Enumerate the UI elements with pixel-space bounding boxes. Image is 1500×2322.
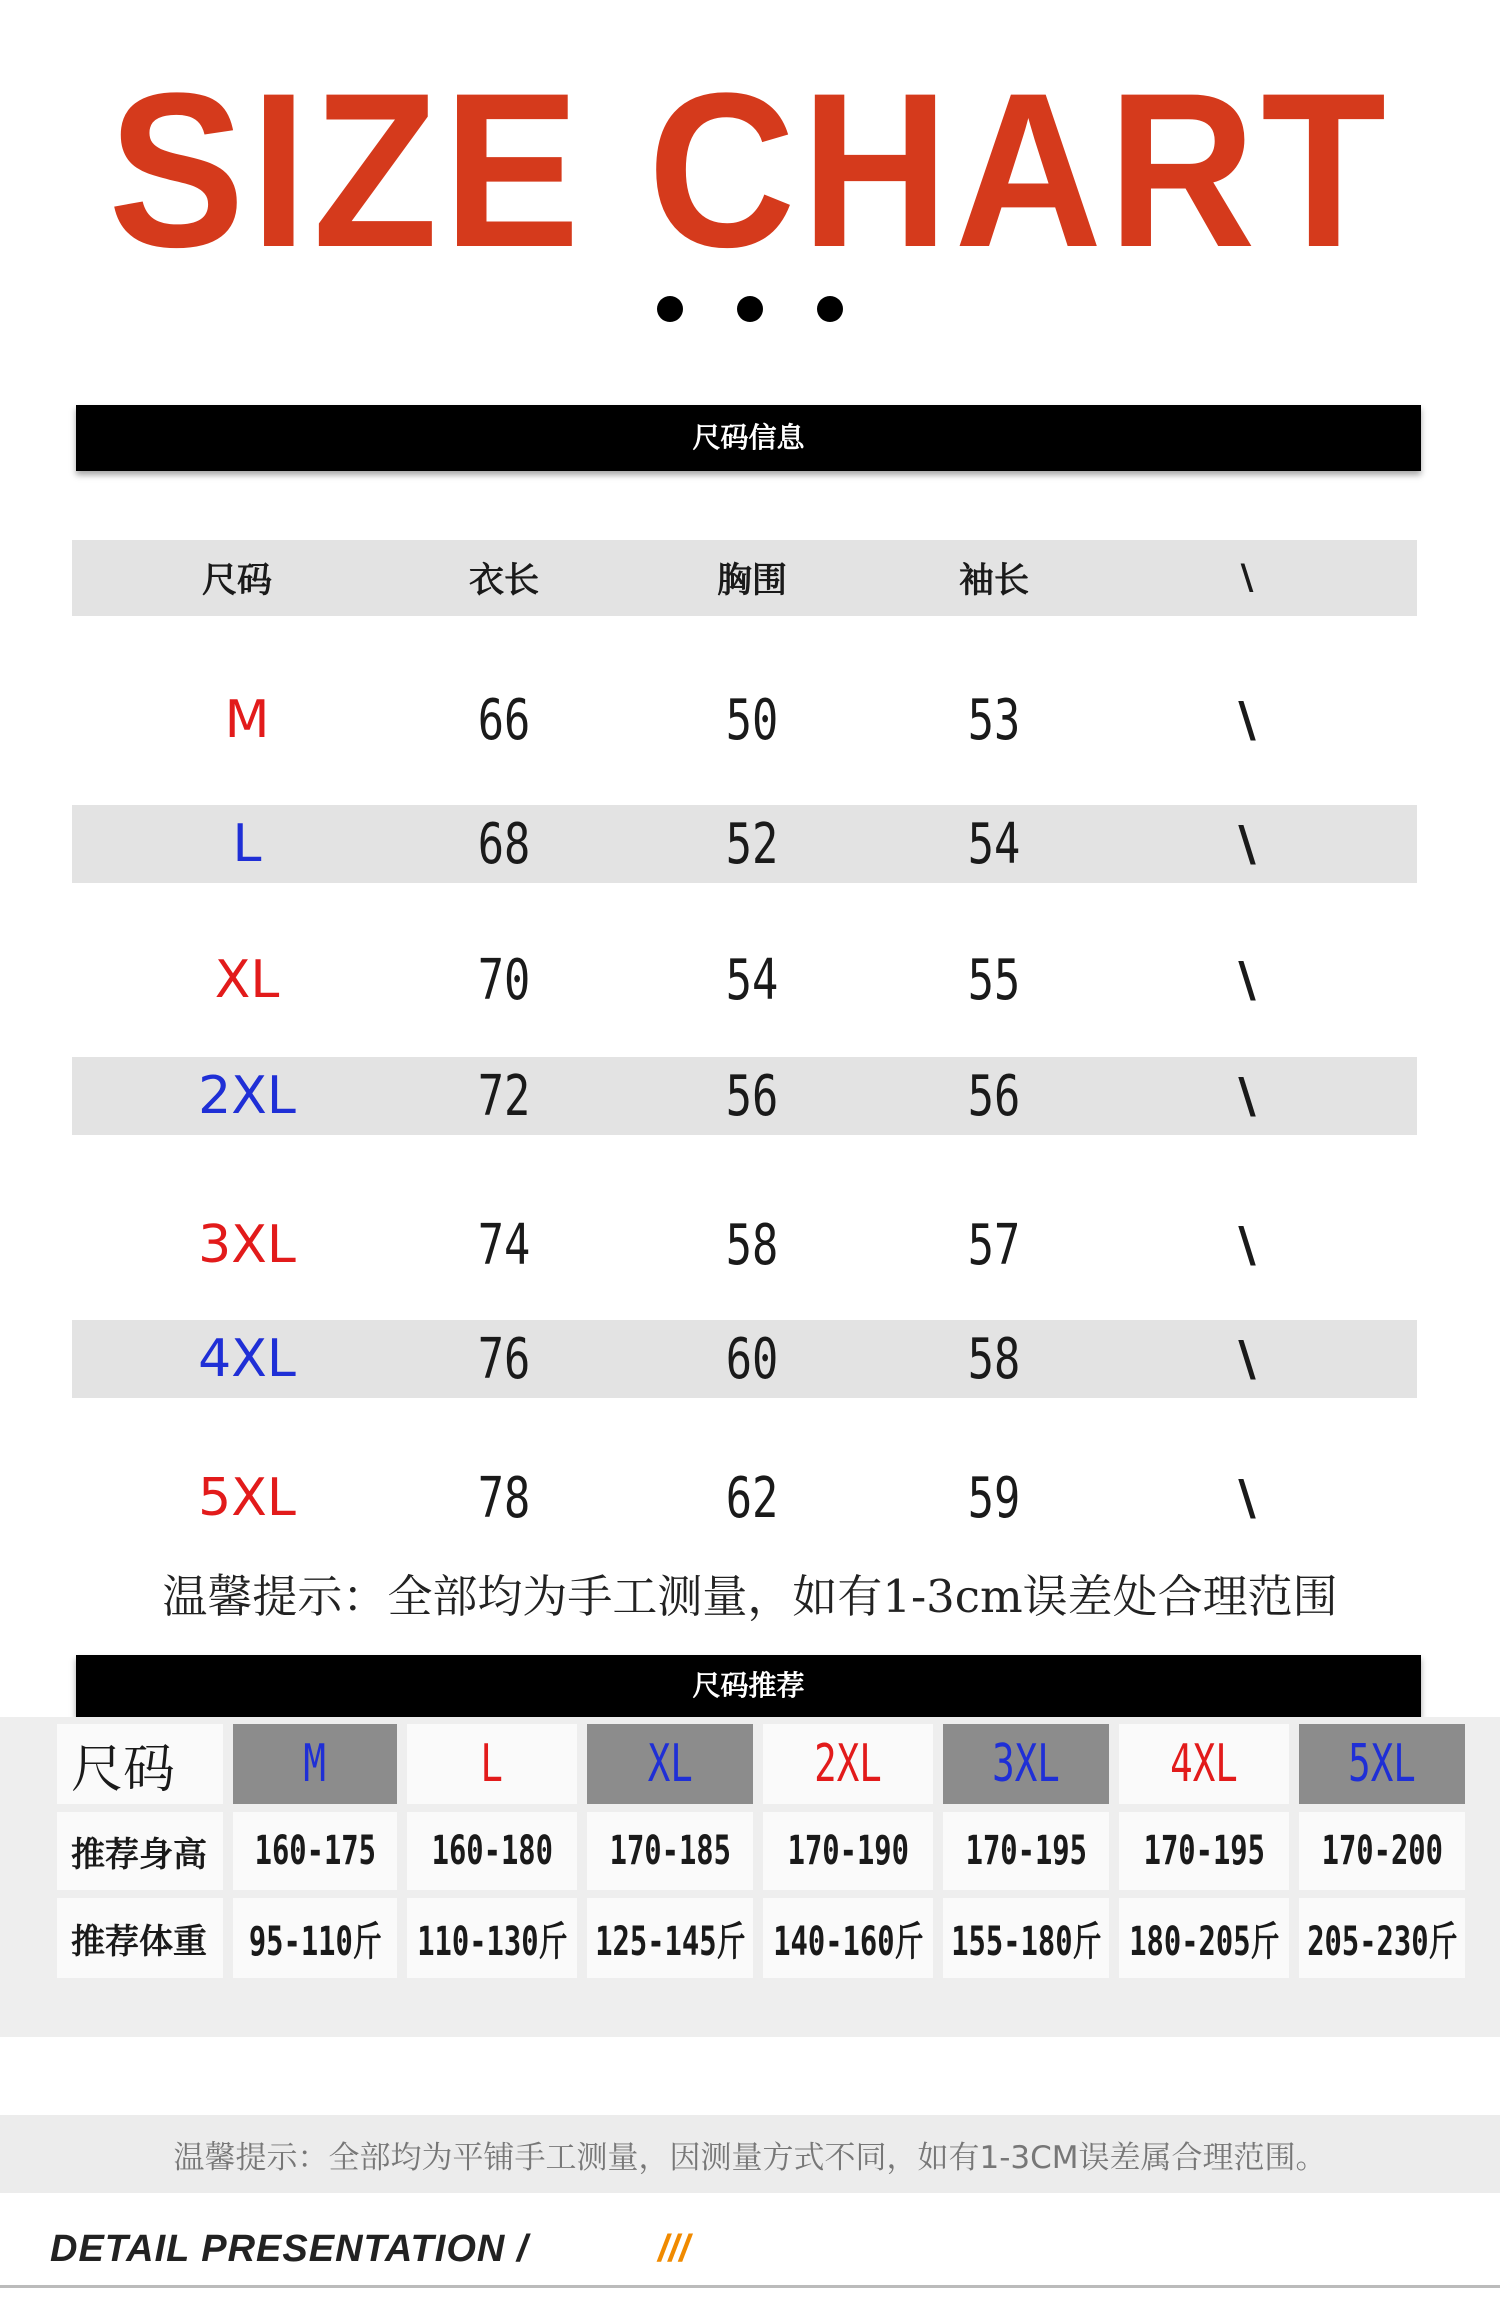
chest-value: 50 [725, 687, 779, 753]
extra-value: \ [1238, 1217, 1256, 1273]
flat-measure-note: 温馨提示：全部均为平铺手工测量，因测量方式不同，如有1-3CM误差属合理范围。 [173, 2140, 1327, 2176]
size-label: 5XL [198, 1468, 296, 1528]
recommend-weight [943, 1898, 1109, 1978]
sleeve-value: 53 [967, 687, 1021, 753]
sleeve-value: 55 [967, 947, 1021, 1013]
sleeve-value: 56 [967, 1063, 1021, 1129]
table-row [72, 1057, 1417, 1135]
chest-value: 60 [725, 1326, 779, 1392]
size-label: M [224, 690, 270, 750]
decorative-dots [0, 296, 1500, 322]
recommend-weight-text: 155-180斤 [950, 1918, 1102, 1965]
recommend-size-header-text: 2XL [814, 1734, 882, 1794]
length-value: 70 [477, 947, 531, 1013]
header-size: 尺码 [201, 561, 273, 601]
recommend-weight [1299, 1898, 1465, 1978]
recommend-weight-text: 125-145斤 [594, 1918, 746, 1965]
recommend-height [1299, 1812, 1465, 1890]
header-length: 衣长 [468, 561, 540, 601]
size-table-header [72, 540, 1417, 616]
header-extra: \ [1240, 558, 1254, 598]
recommend-height [587, 1812, 753, 1890]
recommend-size-header [1119, 1724, 1289, 1804]
detail-presentation-heading: DETAIL PRESENTATION / [50, 2228, 529, 2270]
recommend-height-text: 170-190 [787, 1828, 909, 1874]
chest-value: 56 [725, 1063, 779, 1129]
recommend-size-header-text: L [480, 1734, 504, 1794]
length-value: 66 [477, 687, 531, 753]
recommend-height [763, 1812, 933, 1890]
extra-value: \ [1238, 1331, 1256, 1387]
recommend-size-header [1299, 1724, 1465, 1804]
length-value: 76 [477, 1326, 531, 1392]
recommend-height [943, 1812, 1109, 1890]
recommend-height-text: 170-195 [1143, 1828, 1265, 1874]
extra-value: \ [1238, 1470, 1256, 1526]
chest-value: 52 [725, 811, 779, 877]
table-row [72, 1190, 1417, 1300]
size-label: 3XL [198, 1215, 296, 1275]
dot [737, 296, 763, 322]
recommend-height-text: 170-200 [1321, 1828, 1443, 1874]
recommend-weight [407, 1898, 577, 1978]
recommend-height-text: 170-195 [965, 1828, 1087, 1874]
extra-value: \ [1238, 1068, 1256, 1124]
chest-value: 54 [725, 947, 779, 1013]
recommend-size-header-text: M [303, 1734, 327, 1794]
chest-value: 58 [725, 1212, 779, 1278]
recommend-height [407, 1812, 577, 1890]
recommend-weight [587, 1898, 753, 1978]
page-title: SIZE CHART [108, 47, 1392, 293]
recommend-size-header [587, 1724, 753, 1804]
recommend-size-header [407, 1724, 577, 1804]
recommend-weight-text: 140-160斤 [772, 1918, 924, 1965]
section-bar-size-recommend: 尺码推荐 [76, 1655, 1421, 1717]
recommend-size-header-text: 3XL [992, 1734, 1060, 1794]
recommend-height-text: 160-175 [254, 1828, 376, 1874]
size-label: L [232, 814, 262, 874]
size-label: 2XL [198, 1066, 296, 1126]
recommend-height [1119, 1812, 1289, 1890]
dot [817, 296, 843, 322]
section-bar-size-info: 尺码信息 [76, 405, 1421, 471]
detail-accent-mark: /// [658, 2228, 690, 2270]
recommend-size-header-text: XL [647, 1734, 693, 1794]
recommend-size-header [763, 1724, 933, 1804]
recommend-size-header [943, 1724, 1109, 1804]
recommend-weight-label: 推荐体重 [57, 1898, 223, 1978]
recommend-weight [233, 1898, 397, 1978]
table-row [72, 1443, 1417, 1553]
length-value: 74 [477, 1212, 531, 1278]
table-row [72, 805, 1417, 883]
sleeve-value: 54 [967, 811, 1021, 877]
header-sleeve: 袖长 [958, 561, 1030, 601]
chest-value: 62 [725, 1465, 779, 1531]
extra-value: \ [1238, 692, 1256, 748]
recommend-size-header-text: 4XL [1170, 1734, 1238, 1794]
divider [0, 2285, 1500, 2288]
recommend-weight-text: 95-110斤 [248, 1918, 382, 1965]
sleeve-value: 57 [967, 1212, 1021, 1278]
recommend-row-head: 尺码 [57, 1724, 223, 1804]
recommend-weight-text: 180-205斤 [1128, 1918, 1280, 1965]
length-value: 72 [477, 1063, 531, 1129]
recommend-weight [1119, 1898, 1289, 1978]
recommend-size-header [233, 1724, 397, 1804]
table-row [72, 925, 1417, 1035]
recommend-height [233, 1812, 397, 1890]
length-value: 78 [477, 1465, 531, 1531]
recommend-weight-text: 205-230斤 [1306, 1918, 1458, 1965]
table-row [72, 1320, 1417, 1398]
size-label: 4XL [198, 1329, 296, 1389]
sleeve-value: 59 [967, 1465, 1021, 1531]
size-label: XL [214, 950, 280, 1010]
recommend-height-text: 170-185 [609, 1828, 731, 1874]
recommend-height-label: 推荐身高 [57, 1812, 223, 1890]
recommend-weight-text: 110-130斤 [416, 1918, 568, 1965]
recommend-weight [763, 1898, 933, 1978]
recommend-table [57, 1724, 1465, 1978]
header-chest: 胸围 [716, 561, 788, 601]
length-value: 68 [477, 811, 531, 877]
extra-value: \ [1238, 816, 1256, 872]
recommend-height-text: 160-180 [431, 1828, 553, 1874]
recommend-size-header-text: 5XL [1348, 1734, 1416, 1794]
extra-value: \ [1238, 952, 1256, 1008]
measurement-note: 温馨提示：全部均为手工测量，如有1-3cm误差处合理范围 [162, 1570, 1338, 1623]
sleeve-value: 58 [967, 1326, 1021, 1392]
dot [657, 296, 683, 322]
table-row [72, 665, 1417, 775]
